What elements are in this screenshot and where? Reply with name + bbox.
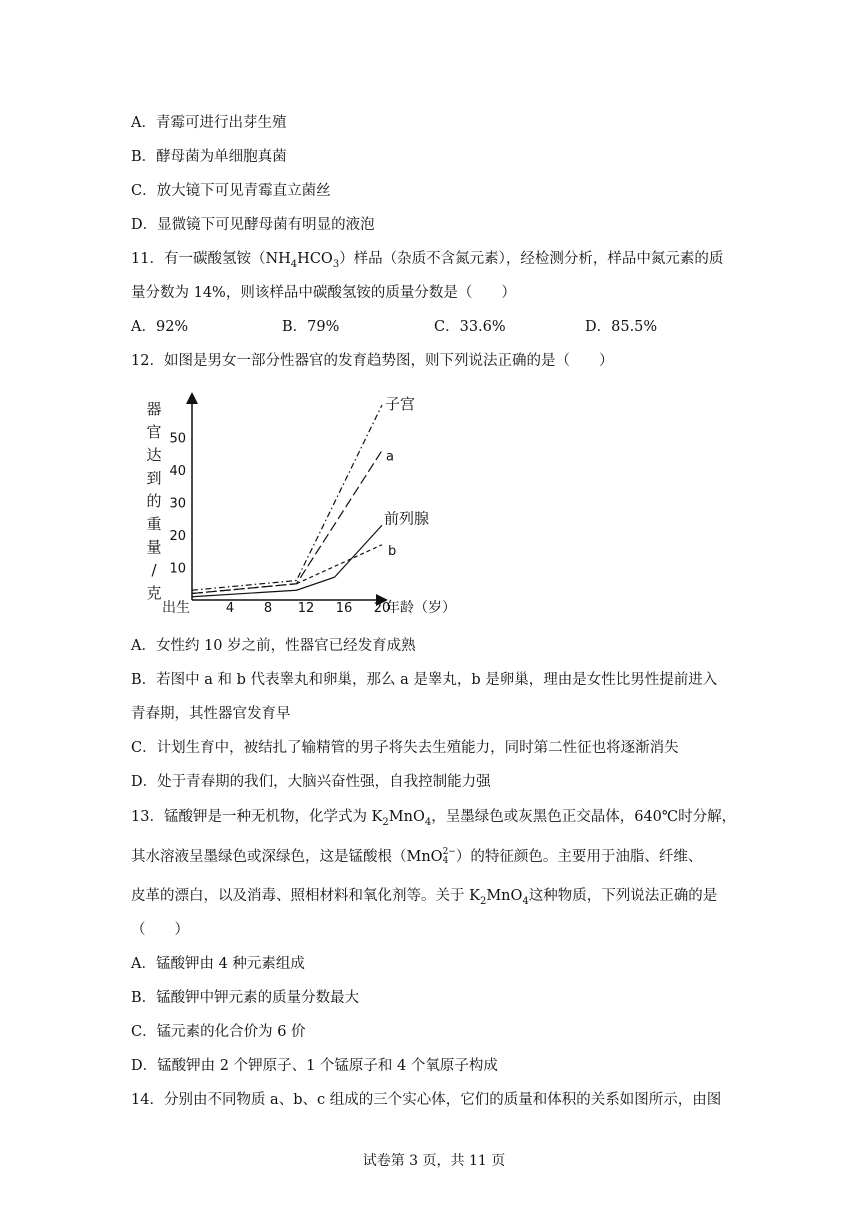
y-axis-label-char: 的 [146, 492, 162, 510]
series-line [192, 525, 382, 597]
q12-option-a: A．女性约 10 岁之前，性器官已经发育成熟 [131, 638, 416, 654]
q10-option-b: B．酵母菌为单细胞真菌 [131, 149, 287, 165]
x-tick-label: 出生 [162, 600, 190, 616]
series-label: a [386, 449, 394, 465]
q13-stem-line3: 皮革的漂白，以及消毒、照相材料和氧化剂等。关于 $K_2MnO_4$这种物质，下列说法正确的是 [131, 888, 718, 907]
q11-stem-line2: 量分数为 14%，则该样品中碳酸氢铵的质量分数是（ ） [131, 285, 516, 301]
q11-option-c: C．33.6% [434, 319, 506, 335]
q10-option-c: C．放大镜下可见青霉直立菌丝 [131, 183, 331, 199]
x-tick-labels [162, 599, 390, 616]
q12-option-d: D．处于青春期的我们，大脑兴奋性强，自我控制能力强 [131, 774, 491, 790]
x-tick-label: 20 [373, 601, 391, 616]
q13-option-b: B．锰酸钾中钾元素的质量分数最大 [131, 990, 360, 1006]
series-label: b [388, 543, 397, 559]
series-labels [384, 395, 429, 559]
y-axis-label-char: 达 [146, 446, 162, 464]
q13-stem-line4: （ ） [131, 922, 189, 938]
y-axis-label-char: / [151, 561, 157, 579]
q13-stem-line2: 其水溶液呈墨绿色或深绿色，这是锰酸根（MnO 2− 4 ）的特征颜色。主要用于油脂、纤维、 [131, 847, 703, 866]
q11-stem-line1: 11．有一碳酸氢铵$(NH_4HCO_3)$样品（杂质不含氮元素），经检测分析，样品中氮元素的质 [131, 251, 724, 270]
y-axis-label-char: 到 [146, 469, 162, 487]
series-line [192, 405, 382, 590]
series-lines [192, 405, 382, 597]
q10-option-a: A．青霉可进行出芽生殖 [131, 115, 287, 131]
q13-option-d: D．锰酸钾由 2 个钾原子、1 个锰原子和 4 个氧原子构成 [131, 1058, 498, 1074]
q13-stem-line1: 13．锰酸钾是一种无机物，化学式为 $K_2MnO_4$，呈墨绿色或灰黑色正交晶体，640℃时分解， [131, 809, 737, 828]
q12-option-c: C．计划生育中，被结扎了输精管的男子将失去生殖能力，同时第二性征也将逐渐消失 [131, 740, 679, 756]
y-tick-label: 10 [169, 561, 186, 577]
y-tick-label: 30 [169, 496, 186, 512]
y-axis-label-char: 官 [146, 423, 162, 441]
series-label: 前列腺 [384, 509, 430, 528]
y-tick-labels [169, 432, 186, 577]
x-tick-label: 12 [297, 601, 315, 616]
q11-option-d: D．85.5% [585, 319, 658, 335]
q12-stem: 12．如图是男女一部分性器官的发育趋势图，则下列说法正确的是（ ） [131, 353, 614, 369]
y-tick-label: 20 [169, 529, 186, 544]
x-tick-label: 16 [335, 601, 353, 616]
q12-option-b-line1: B．若图中 a 和 b 代表睾丸和卵巢，那么 a 是睾丸，b 是卵巢，理由是女性比男性提前进入 [131, 672, 718, 688]
x-tick-label: 4 [225, 601, 235, 616]
y-tick-label: 40 [169, 464, 186, 479]
q12-option-b-line2: 青春期，其性器官发育早 [131, 706, 291, 722]
q14-stem-line1: 14．分别由不同物质 a、b、c 组成的三个实心体，它们的质量和体积的关系如图所示，由图 [131, 1092, 722, 1108]
y-axis-label-char: 器 [146, 400, 162, 418]
y-axis-label-char: 重 [146, 515, 162, 533]
organ-development-chart [140, 388, 456, 628]
series-line [192, 451, 382, 594]
q13-option-a: A．锰酸钾由 4 种元素组成 [131, 956, 305, 972]
y-axis-label [146, 400, 161, 602]
q11-option-a: A．92% [131, 319, 189, 335]
x-axis-label: 年龄（岁） [386, 600, 456, 616]
y-tick-label: 50 [169, 431, 186, 447]
q13-option-c: C．锰元素的化合价为 6 价 [131, 1024, 306, 1040]
y-axis-label-char: 克 [146, 584, 162, 602]
series-line [192, 545, 382, 594]
q10-option-d: D．显微镜下可见酵母菌有明显的液泡 [131, 217, 375, 233]
series-label: 子宫 [385, 395, 416, 413]
page-footer: 试卷第 3 页，共 11 页 [362, 1153, 506, 1169]
q11-option-b: B．79% [282, 319, 340, 335]
x-tick-label: 8 [263, 601, 273, 616]
y-axis-label-char: 量 [146, 538, 162, 556]
